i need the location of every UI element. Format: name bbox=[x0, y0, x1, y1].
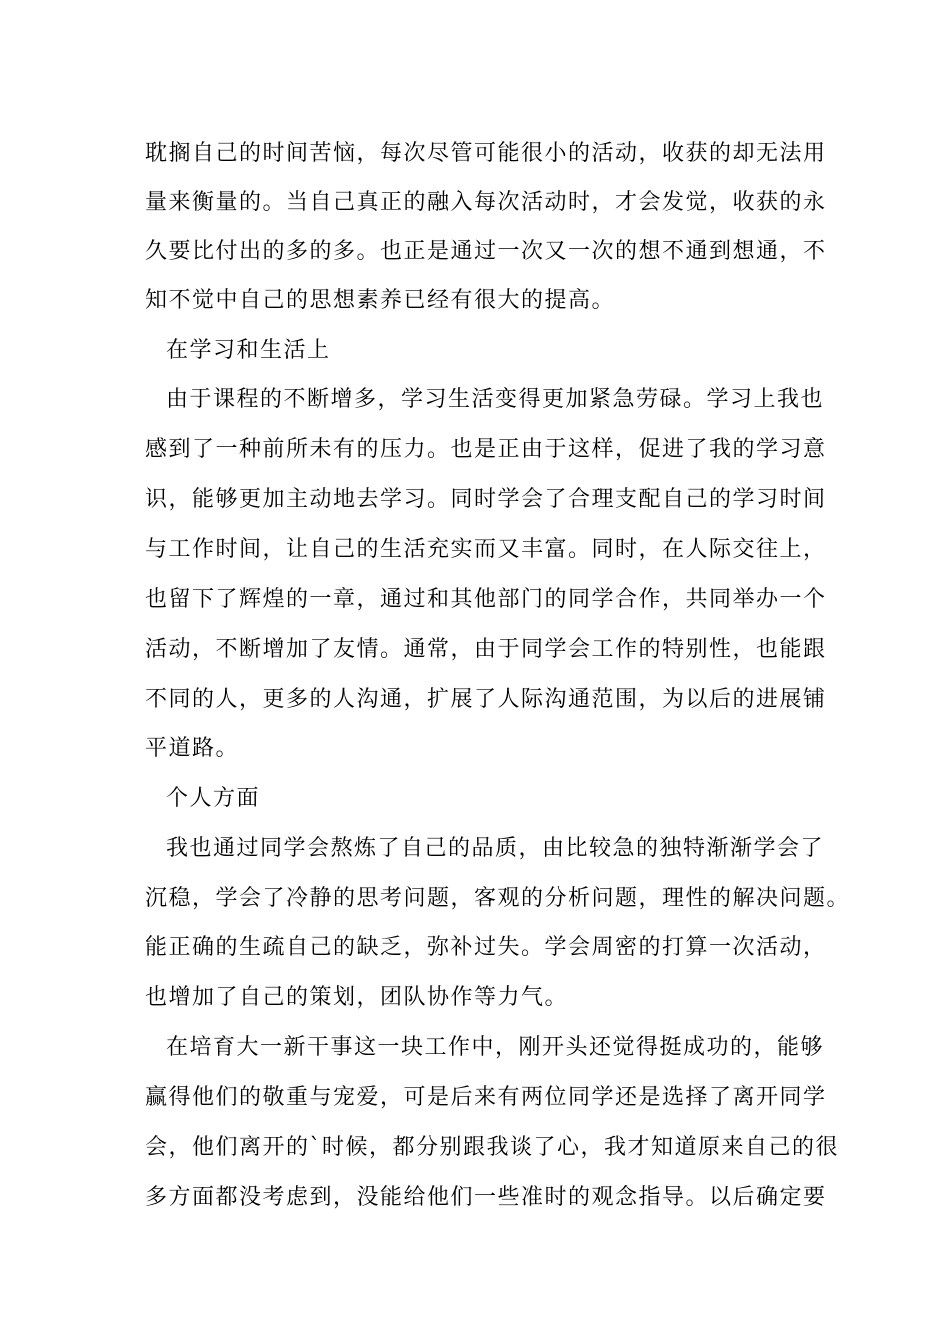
text-line: 赢得他们的敬重与宠爱，可是后来有两位同学还是选择了离开同学 bbox=[145, 1085, 827, 1110]
text-line: 也留下了辉煌的一章，通过和其他部门的同学合作，共同举办一个 bbox=[145, 587, 827, 612]
text-line: 沉稳，学会了冷静的思考问题，客观的分析问题，理性的解决问题。 bbox=[145, 886, 851, 911]
text-line: 与工作时间，让自己的生活充实而又丰富。同时，在人际交往上， bbox=[145, 537, 827, 562]
text-line: 活动，不断增加了友情。通常，由于同学会工作的特别性，也能跟 bbox=[145, 637, 827, 662]
text-line: 也增加了自己的策划，团队协作等力气。 bbox=[145, 985, 569, 1010]
text-line: 会，他们离开的`时候，都分别跟我谈了心，我才知道原来自己的很 bbox=[145, 1135, 840, 1160]
text-line: 久要比付出的多的多。也正是通过一次又一次的想不通到想通，不 bbox=[145, 239, 827, 264]
text-line: 耽搁自己的时间苦恼，每次尽管可能很小的活动，收获的却无法用 bbox=[145, 141, 827, 166]
text-line: 识，能够更加主动地去学习。同时学会了合理支配自己的学习时间 bbox=[145, 487, 827, 512]
text-line: 能正确的生疏自己的缺乏，弥补过失。学会周密的打算一次活动， bbox=[145, 935, 827, 960]
text-line: 量来衡量的。当自己真正的融入每次活动时，才会发觉，收获的永 bbox=[145, 190, 827, 215]
section-heading: 个人方面 bbox=[166, 786, 261, 811]
text-line: 在培育大一新干事这一块工作中，刚开头还觉得挺成功的，能够 bbox=[166, 1035, 825, 1060]
text-line: 平道路。 bbox=[145, 736, 240, 761]
text-line: 由于课程的不断增多，学习生活变得更加紧急劳碌。学习上我也 bbox=[166, 387, 825, 412]
text-line: 不同的人，更多的人沟通，扩展了人际沟通范围，为以后的进展铺 bbox=[145, 687, 827, 712]
text-line: 知不觉中自己的思想素养已经有很大的提高。 bbox=[145, 288, 616, 313]
text-line: 感到了一种前所未有的压力。也是正由于这样，促进了我的学习意 bbox=[145, 437, 827, 462]
text-line: 我也通过同学会熬炼了自己的品质，由比较急的独特渐渐学会了 bbox=[166, 836, 825, 861]
section-heading: 在学习和生活上 bbox=[166, 338, 331, 363]
text-line: 多方面都没考虑到，没能给他们一些准时的观念指导。以后确定要 bbox=[145, 1185, 827, 1210]
